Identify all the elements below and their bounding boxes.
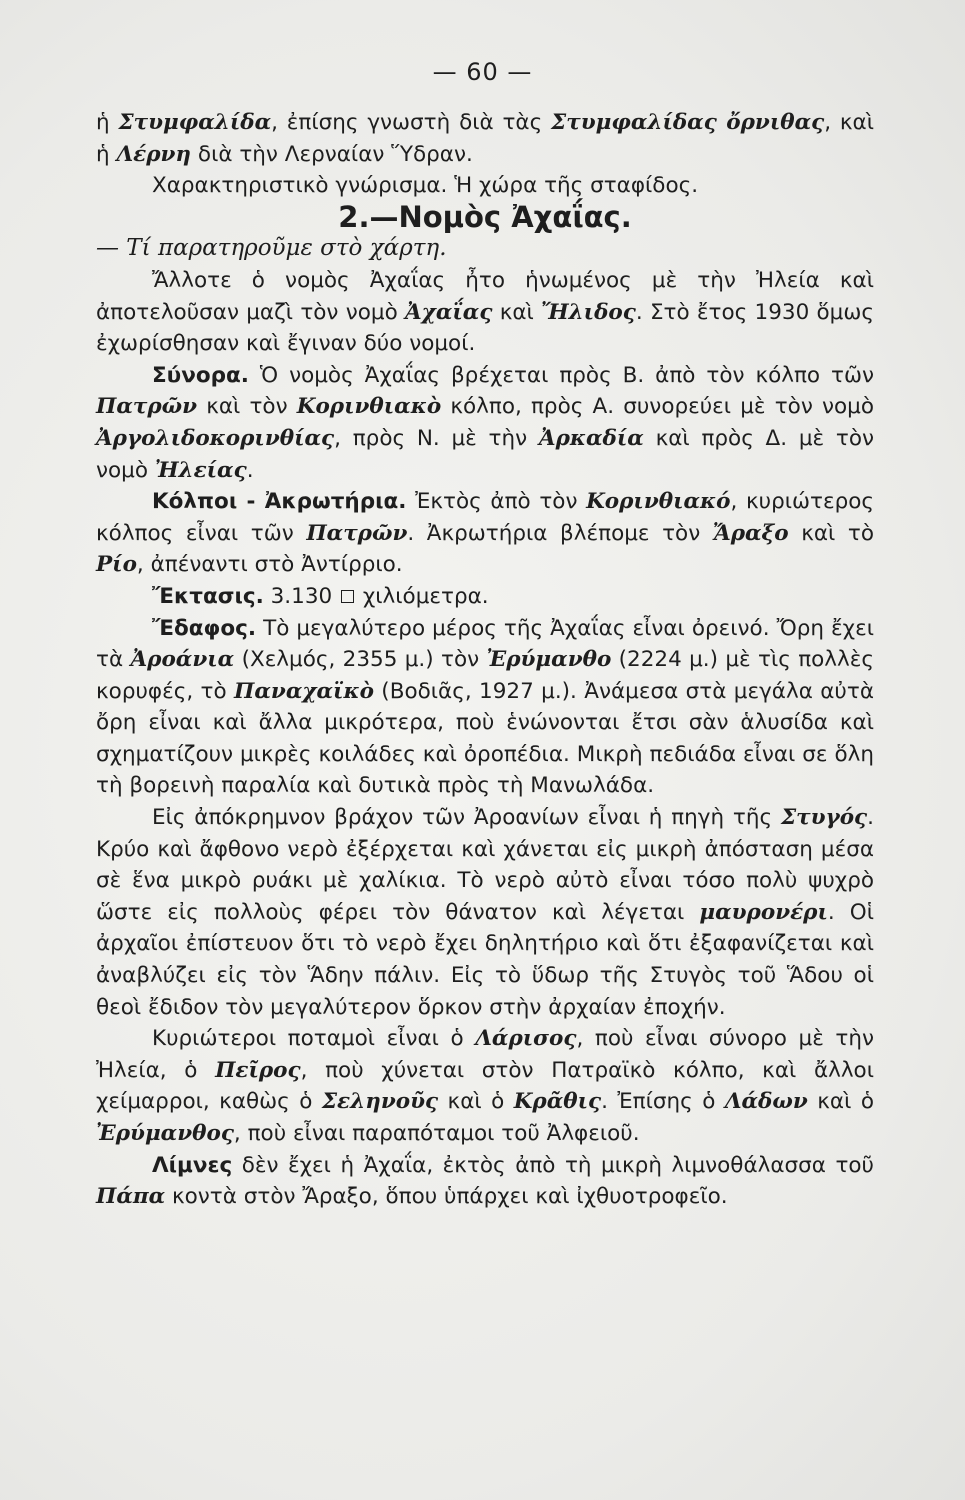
- square-unit-icon: [341, 590, 354, 603]
- section-subtitle: — Τί παρατηροῦμε στὸ χάρτη.: [96, 235, 447, 262]
- paragraph-lakes: [96, 1150, 874, 1213]
- page-body: [96, 107, 874, 1213]
- text: καὶ ὁ: [807, 1089, 874, 1115]
- text: κοντὰ στὸν Ἄραξο, ὅπου ὑπάρχει καὶ ἰχθυοτροφεῖο.: [165, 1184, 728, 1210]
- text: . Ἐπίσης ὁ: [601, 1089, 725, 1115]
- heading-inline: Ἔκτασις.: [152, 583, 264, 609]
- place-name: Πατρῶν: [96, 394, 198, 420]
- text: καὶ ὁ: [438, 1089, 514, 1115]
- text: . Στὸ ἔτος 1930 ὅμως ἐχωρίσθησαν καὶ ἔγιναν δύο νομοί.: [96, 299, 874, 357]
- paragraph-history: [96, 265, 874, 360]
- place-name: Πεῖρος: [215, 1057, 301, 1083]
- place-name: Πατρῶν: [306, 520, 408, 546]
- place-name: Λάδων: [724, 1089, 808, 1115]
- place-name: Ἀχαΐας: [405, 299, 493, 325]
- place-name: Λάρισος: [475, 1026, 577, 1052]
- place-name: Στυμφαλίδας ὄρνιθας: [551, 110, 825, 135]
- text: . Ἀκρωτήρια βλέπομε τὸν: [407, 520, 713, 546]
- place-name: Στυγός: [780, 805, 868, 831]
- text: . Οἱ ἀρχαῖοι ἐπίστευον ὅτι τὸ νερὸ ἔχει δηλητήριο καὶ ὅτι ἐξαφανίζεται καὶ ἀναβλύζει εἰς τὸν Ἅδην πάλιν. Εἰς τὸ ὕδωρ τῆς Στυγὸς τοῦ Ἅδου οἱ θεοὶ ἔδιδον τὸν μεγαλύτερον ὅρκον στὴν ἀρχαίαν ἐποχήν.: [96, 899, 874, 1020]
- place-name: Λέρνη: [116, 141, 192, 167]
- text: , πρὸς Ν. μὲ τὴν: [334, 425, 539, 451]
- paragraph-borders: [96, 360, 874, 486]
- text: δὲν ἔχει ἡ Ἀχαΐα, ἐκτὸς ἀπὸ τὴ μικρὴ λιμνοθάλασσα τοῦ: [232, 1152, 874, 1178]
- place-name: Παναχαϊκὸ: [234, 678, 374, 704]
- paragraph-gulfs-capes: [96, 486, 874, 581]
- place-name: Ἐρύμανθος: [96, 1121, 234, 1146]
- heading-inline: Λίμνες: [152, 1152, 233, 1178]
- place-name: Ρίο: [96, 552, 137, 578]
- heading-inline: Σύνορα.: [152, 362, 249, 388]
- text: Κυριώτεροι ποταμοὶ εἶναι ὁ: [152, 1026, 476, 1052]
- place-name: Κορινθιακὸ: [296, 394, 442, 420]
- place-name: Ἀργολιδοκορινθίας: [96, 425, 335, 451]
- text: , ποὺ εἶναι παραπόταμοι τοῦ Ἀλφειοῦ.: [233, 1121, 640, 1146]
- paragraph-stymphalida: [96, 107, 874, 170]
- page-number: — 60 —: [432, 58, 533, 86]
- text: .: [246, 457, 254, 483]
- text: διὰ τὴν Λερναίαν Ὕδραν.: [191, 141, 473, 167]
- place-name: μαυρονέρι: [699, 899, 828, 925]
- text: , ἀπέναντι στὸ Ἀντίρριο.: [136, 552, 403, 578]
- paragraph-area: [96, 581, 874, 613]
- text: 3.130: [263, 583, 340, 609]
- text: Ἐκτὸς ἀπὸ τὸν: [406, 489, 587, 515]
- text: καὶ πρὸς Δ. μὲ τὸν νομὸ: [96, 425, 875, 483]
- place-name: Πάπα: [96, 1184, 166, 1210]
- text: χιλιόμετρα.: [356, 583, 489, 609]
- text: Ἄλλοτε ὁ νομὸς Ἀχαΐας ἦτο ἡνωμένος μὲ τὴν Ἠλεία καὶ ἀποτελοῦσαν μαζὶ τὸν νομὸ: [96, 267, 874, 325]
- text: Ὁ νομὸς Ἀχαΐας βρέχεται πρὸς Β. ἀπὸ τὸν κόλπο τῶν: [248, 362, 874, 388]
- place-name: Ἠλείας: [154, 457, 247, 483]
- text: (Βοδιᾶς, 1927 μ.). Ἀνάμεσα στὰ μεγάλα αὐτὰ ὄρη εἶναι καὶ ἄλλα μικρότερα, ποὺ ἑνώνονται ἔτσι σὰν ἁλυσίδα καὶ σχηματίζουν μικρὲς κοιλάδες καὶ ὀροπέδια. Μικρὴ πεδιάδα εἶναι σε ὅλη τὴ βορεινὴ παραλία καὶ δυτικὰ πρὸς τὴ Μανωλάδα.: [96, 678, 874, 799]
- paragraph-styx: [96, 802, 874, 1023]
- text: Τὸ μεγαλύτερο μέρος τῆς Ἀχαΐας εἶναι ὀρεινό. Ὄρη ἔχει τὰ: [96, 615, 874, 673]
- text: (Χελμός, 2355 μ.) τὸν: [234, 647, 487, 673]
- place-name: Στυμφαλίδα: [118, 110, 272, 135]
- place-name: Κορινθιακό: [586, 489, 731, 515]
- heading-inline: Κόλποι - Ἀκρωτήρια.: [152, 489, 407, 515]
- place-name: Σεληνοῦς: [321, 1089, 439, 1115]
- place-name: Κρᾶθις: [513, 1089, 602, 1115]
- text: , καὶ ἡ: [96, 110, 875, 167]
- text: ἡ: [96, 110, 119, 135]
- paragraph-rivers: [96, 1023, 874, 1149]
- place-name: Ἀροάνια: [130, 647, 235, 673]
- paragraph-terrain: [96, 613, 874, 803]
- text: Εἰς ἀπόκρημνον βράχον τῶν Ἀροανίων εἶναι ἡ πηγὴ τῆς: [152, 805, 781, 831]
- text: καὶ τὸ: [788, 520, 874, 546]
- text: , ποὺ εἶναι σύνορο μὲ τὴν Ἠλεία, ὁ: [96, 1026, 874, 1083]
- text: , ποὺ χύνεται στὸν Πατραϊκὸ κόλπο, καὶ ἄλλοι χείμαρροι, καθὼς ὁ: [96, 1057, 874, 1115]
- text: , κυριώτερος κόλπος εἶναι τῶν: [96, 489, 875, 546]
- text: κόλπο, πρὸς Α. συνορεύει μὲ τὸν νομὸ: [441, 394, 874, 420]
- text: (2224 μ.) μὲ τὶς πολλὲς κορυφές, τὸ: [96, 647, 874, 704]
- section-title: 2.—Νομὸς Ἀχαΐας.: [338, 199, 632, 234]
- heading-inline: Ἔδαφος.: [152, 615, 257, 641]
- place-name: Ἐρύμανθο: [486, 647, 612, 673]
- place-name: Ἄραξο: [712, 520, 789, 546]
- text: . Κρύο καὶ ἄφθονο νερὸ ἐξέρχεται καὶ χάνεται εἰς μικρὴ ἀπόσταση μέσα σὲ ἕνα μικρὸ ρυάκι μὲ χαλίκια. Τὸ νερὸ αὐτὸ εἶναι τόσο πολὺ ψυχρὸ ὥστε εἰς πολλοὺς φέρει τὸν θάνατον καὶ λέγεται: [96, 805, 874, 925]
- paragraph-characteristic: Χαρακτηριστικὸ γνώρισμα. Ἡ χώρα τῆς σταφίδος.: [152, 173, 699, 199]
- place-name: Ἤλιδος: [541, 299, 636, 325]
- place-name: Ἀρκαδία: [538, 425, 644, 451]
- text: , ἐπίσης γνωστὴ διὰ τὰς: [271, 110, 552, 135]
- text: καὶ: [492, 299, 542, 325]
- text: καὶ τὸν: [197, 394, 297, 420]
